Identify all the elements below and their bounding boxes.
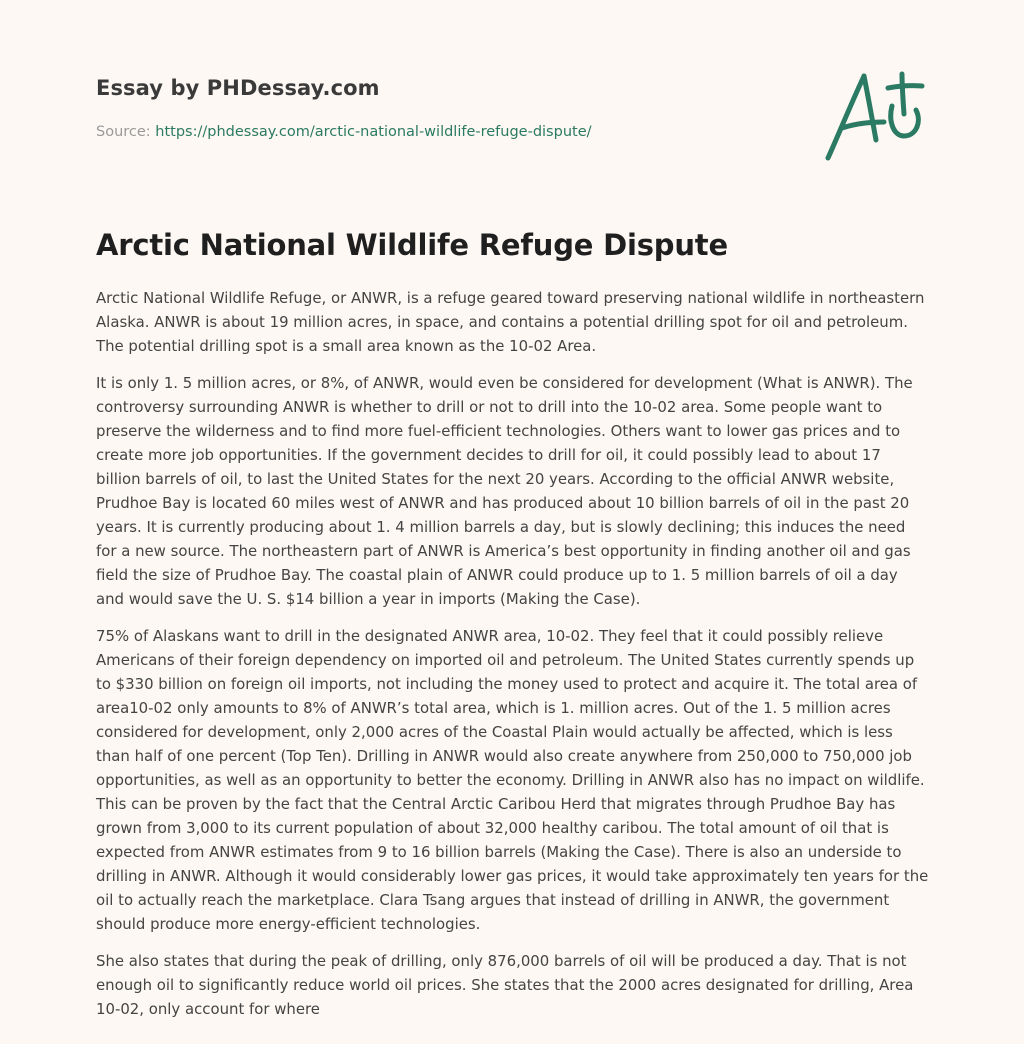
essay-body [96, 286, 930, 1034]
essay-paragraph: She also states that during the peak of drilling, only 876,000 barrels of oil will be produced a day. That is not enough oil to significantly reduce world oil prices. She states that the 2000 acres designated for drilling, Area 10-02, only account for where [96, 952, 914, 1018]
essay-paragraph: 75% of Alaskans want to drill in the designated ANWR area, 10-02. They feel that it could possibly relieve Americans of their foreign dependency on imported oil and petroleum. The United States currently spends up to $330 billion on foreign oil imports, not including the money used to protect and acquire it. The total area of area10-02 only amounts to 8% of ANWR’s total area, which is 1. million acres. Out of the 1. 5 million acres considered for development, only 2,000 acres of the Coastal Plain would actually be affected, which is less than half of one percent (Top Ten). Drilling in ANWR would also create anywhere from 250,000 to 750,000 job opportunities, as well as an opportunity to better the economy. Drilling in ANWR also has no impact on wildlife. This can be proven by the fact that the Central Arctic Caribou Herd that migrates through Prudhoe Bay has grown from 3,000 to its current population of about 32,000 healthy caribou. The total amount of oil that is expected from ANWR estimates from 9 to 16 billion barrels (Making the Case). There is also an underside to drilling in ANWR. Although it would considerably lower gas prices, it would take approximately ten years for the oil to actually reach the marketplace. Clara Tsang argues that instead of drilling in ANWR, the government should produce more energy-efficient technologies. [96, 627, 929, 933]
essay-paragraph: It is only 1. 5 million acres, or 8%, of ANWR, would even be considered for development (What is ANWR). The controversy surrounding ANWR is whether to drill or not to drill into the 10-02 area. Some people want to preserve the wilderness and to find more fuel-efficient technologies. Others want to lower gas prices and to create more job opportunities. If the government decides to drill for oil, it could possibly lead to about 17 billion barrels of oil, to last the United States for the next 20 years. According to the official ANWR website, Prudhoe Bay is located 60 miles west of ANWR and has produced about 10 billion barrels of oil in the past 20 years. It is currently producing about 1. 4 million barrels a day, but is slowly declining; this induces the need for a new source. The northeastern part of ANWR is America’s best opportunity in finding another oil and gas field the size of Prudhoe Bay. The coastal plain of ANWR could produce up to 1. 5 million barrels of oil a day and would save the U. S. $14 billion a year in imports (Making the Case). [96, 374, 913, 608]
source-label: Source: [96, 124, 151, 140]
site-title: Essay by PHDessay.com [96, 76, 380, 100]
essay-title: Arctic National Wildlife Refuge Dispute [96, 228, 728, 262]
source-link[interactable]: https://phdessay.com/arctic-national-wildlife-refuge-dispute/ [155, 124, 592, 140]
source-line [96, 124, 592, 140]
a-plus-logo-icon [818, 66, 928, 166]
essay-paragraph: Arctic National Wildlife Refuge, or ANWR, is a refuge geared toward preserving national wildlife in northeastern Alaska. ANWR is about 19 million acres, in space, and contains a potential drilling spot for oil and petroleum. The potential drilling spot is a small area known as the 10-02 Area. [96, 289, 925, 355]
